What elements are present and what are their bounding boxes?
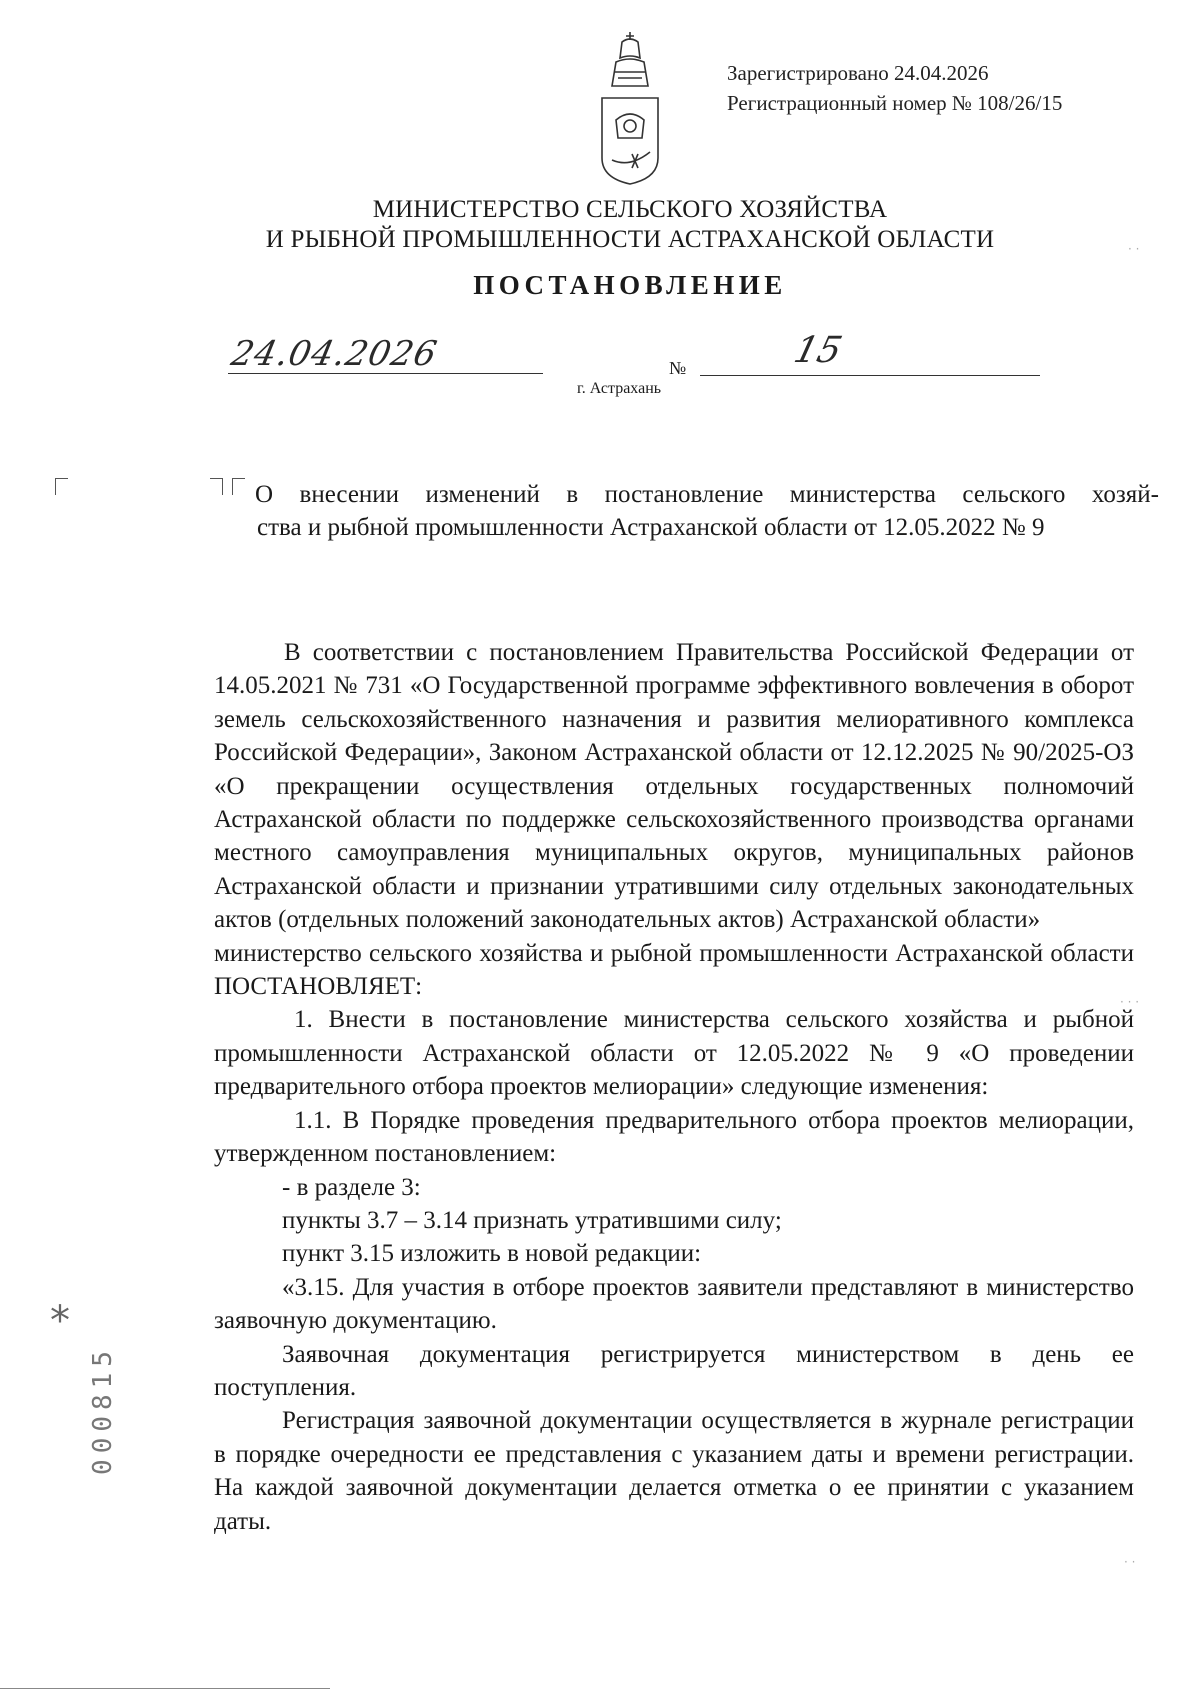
date-underline bbox=[228, 373, 543, 374]
subject-line-1: О внесении изменений в постановление министерства сельского хозяй- bbox=[255, 481, 1159, 508]
clause-1-paragraph: 1. Внести в постановление министерства сельского хозяйства и рыбной промышленности Астраханской области от 12.05.2022 № 9 «О проведении предварительного отбора проектов мелиорации» следующие изменения: bbox=[214, 1006, 1134, 1101]
registration-date: Зарегистрировано 24.04.2026 bbox=[727, 61, 989, 85]
subject-corner-mark-right bbox=[210, 478, 223, 495]
margin-corner-mark bbox=[55, 478, 68, 495]
document-type-title: ПОСТАНОВЛЕНИЕ bbox=[473, 270, 787, 300]
handwritten-number: 15 bbox=[789, 330, 846, 371]
clause-1-1-paragraph: 1.1. В Порядке проведения предварительного отбора проектов мелиорации, утвержденном постановлением: bbox=[214, 1106, 1134, 1168]
scan-speck: · · bbox=[1124, 1555, 1136, 1569]
scan-speck: · · · bbox=[1120, 995, 1140, 1009]
ministry-name-line-2: И РЫБНОЙ ПРОМЫШЛЕННОСТИ АСТРАХАНСКОЙ ОБЛАСТИ bbox=[265, 226, 995, 253]
ministry-name-line-1: МИНИСТЕРСТВО СЕЛЬСКОГО ХОЗЯЙСТВА bbox=[372, 196, 888, 223]
resolution-paragraph: министерство сельского хозяйства и рыбной промышленности Астраханской области ПОСТАНОВЛЯЕТ: bbox=[214, 939, 1134, 1001]
ministry-name bbox=[0, 195, 1200, 255]
side-serial-number: 000815 bbox=[87, 1345, 118, 1475]
registration-day-paragraph: Заявочная документация регистрируется министерством в день ее поступления. bbox=[214, 1340, 1134, 1401]
city-name: г. Астрахань bbox=[577, 380, 662, 397]
clause-new-edition-line: пункт 3.15 изложить в новой редакции: bbox=[282, 1240, 702, 1268]
registration-journal-paragraph: Регистрация заявочной документации осуществляется в журнале регистрации в порядке очередности ее представления с указанием даты и времени регистрации. На каждой заявочной документации делается отметка о ее принятии с указанием даты. bbox=[214, 1407, 1134, 1535]
subject-line-2: ства и рыбной промышленности Астраханской области от 12.05.2022 № 9 bbox=[257, 514, 1045, 541]
number-underline bbox=[700, 375, 1040, 376]
clauses-repealed-line: пункты 3.7 – 3.14 признать утратившими силу; bbox=[282, 1206, 782, 1234]
handwritten-date: 24.04.2026 bbox=[227, 334, 441, 374]
coat-of-arms-emblem bbox=[592, 28, 668, 188]
document-subject bbox=[255, 478, 1159, 544]
clause-3-15-paragraph: «3.15. Для участия в отборе проектов заявители представляют в министерство заявочную документацию. bbox=[214, 1273, 1134, 1335]
side-asterisk-mark: * bbox=[50, 1298, 70, 1344]
document-body bbox=[214, 636, 1134, 1538]
number-sign: № bbox=[669, 358, 687, 378]
scan-speck: · · bbox=[1128, 242, 1140, 256]
registration-number: Регистрационный номер № 108/26/15 bbox=[727, 91, 1063, 115]
bottom-scan-line bbox=[0, 1688, 330, 1689]
subject-corner-mark-left bbox=[232, 478, 245, 495]
preamble-paragraph: В соответствии с постановлением Правительства Российской Федерации от 14.05.2021 № 731 «О Государственной программе эффективного вовлечения в оборот земель сельскохозяйственного назначения и развития мелиоративного комплекса Российской Федерации», Законом Астраханской области от 12.12.2025 № 90/2025-ОЗ «О прекращении осуществления отдельных государственных полномочий Астраханской области по поддержке сельскохозяйственного производства органами местного самоуправления муниципальных округов, муниципальных районов Астраханской области и признании утратившими силу отдельных законодательных актов (отдельных положений законодательных актов) Астраханской области» bbox=[214, 639, 1134, 934]
section-3-line: - в разделе 3: bbox=[282, 1173, 421, 1201]
registration-stamp bbox=[727, 58, 1062, 118]
